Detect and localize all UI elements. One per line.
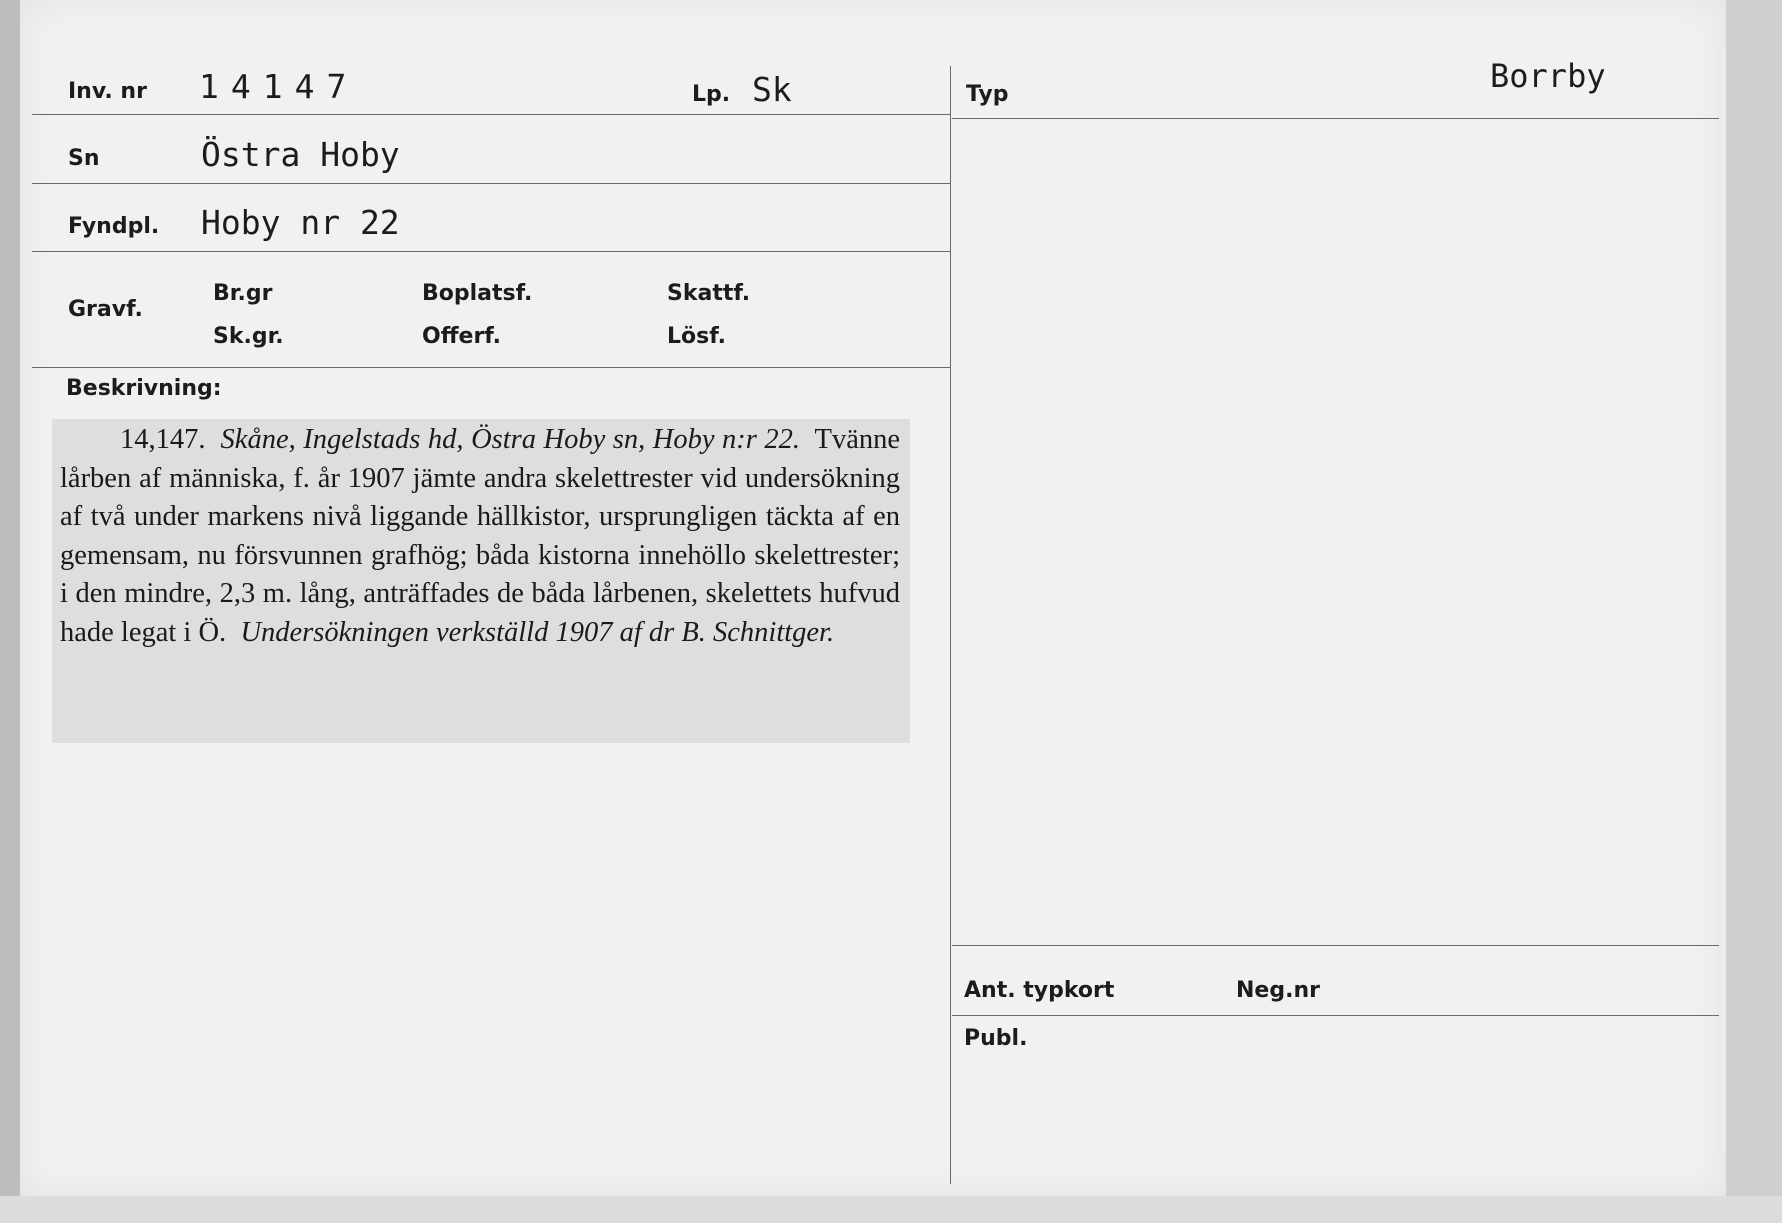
description-number: 14,147. — [120, 424, 206, 455]
description-body: Tvänne lårben af människa, f. år 1907 jämte andra skelettrester vid undersökning af två under markens nivå liggande hällkistor, ursprungligen täckta af en gemensam, nu försvunnen grafhög; båda kistorna innehöllo skelettrester; i den mindre, 2,3 m. lång, anträffades de båda lårbenen, skelettets hufvud hade legat i Ö. — [60, 424, 900, 648]
sn-label: Sn — [68, 146, 100, 171]
typ-value: Borrby — [1490, 57, 1606, 95]
gravf-label: Gravf. — [68, 297, 143, 322]
rule-typ — [952, 118, 1719, 119]
publ-label: Publ. — [964, 1026, 1028, 1051]
description-credit: Undersökningen verkställd 1907 af dr B. Schnittger. — [240, 616, 835, 648]
sk-gr-label: Sk.gr. — [213, 324, 284, 349]
inv-nr-label: Inv. nr — [68, 79, 147, 104]
skattf-label: Skattf. — [667, 281, 751, 306]
lp-value: Sk — [752, 70, 792, 109]
br-gr-label: Br.gr — [213, 281, 273, 306]
inv-nr-value: 14147 — [199, 67, 359, 106]
losf-label: Lösf. — [667, 324, 726, 349]
fyndpl-label: Fyndpl. — [68, 214, 160, 239]
column-divider — [950, 66, 951, 1184]
neg-nr-label: Neg.nr — [1236, 978, 1320, 1003]
offerf-label: Offerf. — [422, 324, 502, 349]
rule-row4 — [32, 367, 950, 368]
ant-typkort-label: Ant. typkort — [964, 978, 1115, 1003]
scan-edge-right — [1726, 0, 1782, 1223]
rule-ant-bottom — [952, 1015, 1719, 1016]
rule-ant-top — [952, 945, 1719, 946]
description-locality: Skåne, Ingelstads hd, Östra Hoby sn, Hoby n:r 22. — [220, 424, 800, 455]
rule-row1 — [32, 114, 950, 115]
typ-label: Typ — [966, 82, 1009, 107]
boplatsf-label: Boplatsf. — [422, 281, 533, 306]
description-clipping — [52, 419, 910, 743]
sn-value: Östra Hoby — [201, 135, 400, 174]
beskrivning-label: Beskrivning: — [66, 376, 222, 401]
rule-row3 — [32, 251, 950, 252]
lp-label: Lp. — [692, 82, 731, 107]
rule-row2 — [32, 183, 950, 184]
fyndpl-value: Hoby nr 22 — [201, 203, 400, 242]
scan-edge-bottom — [0, 1196, 1782, 1223]
